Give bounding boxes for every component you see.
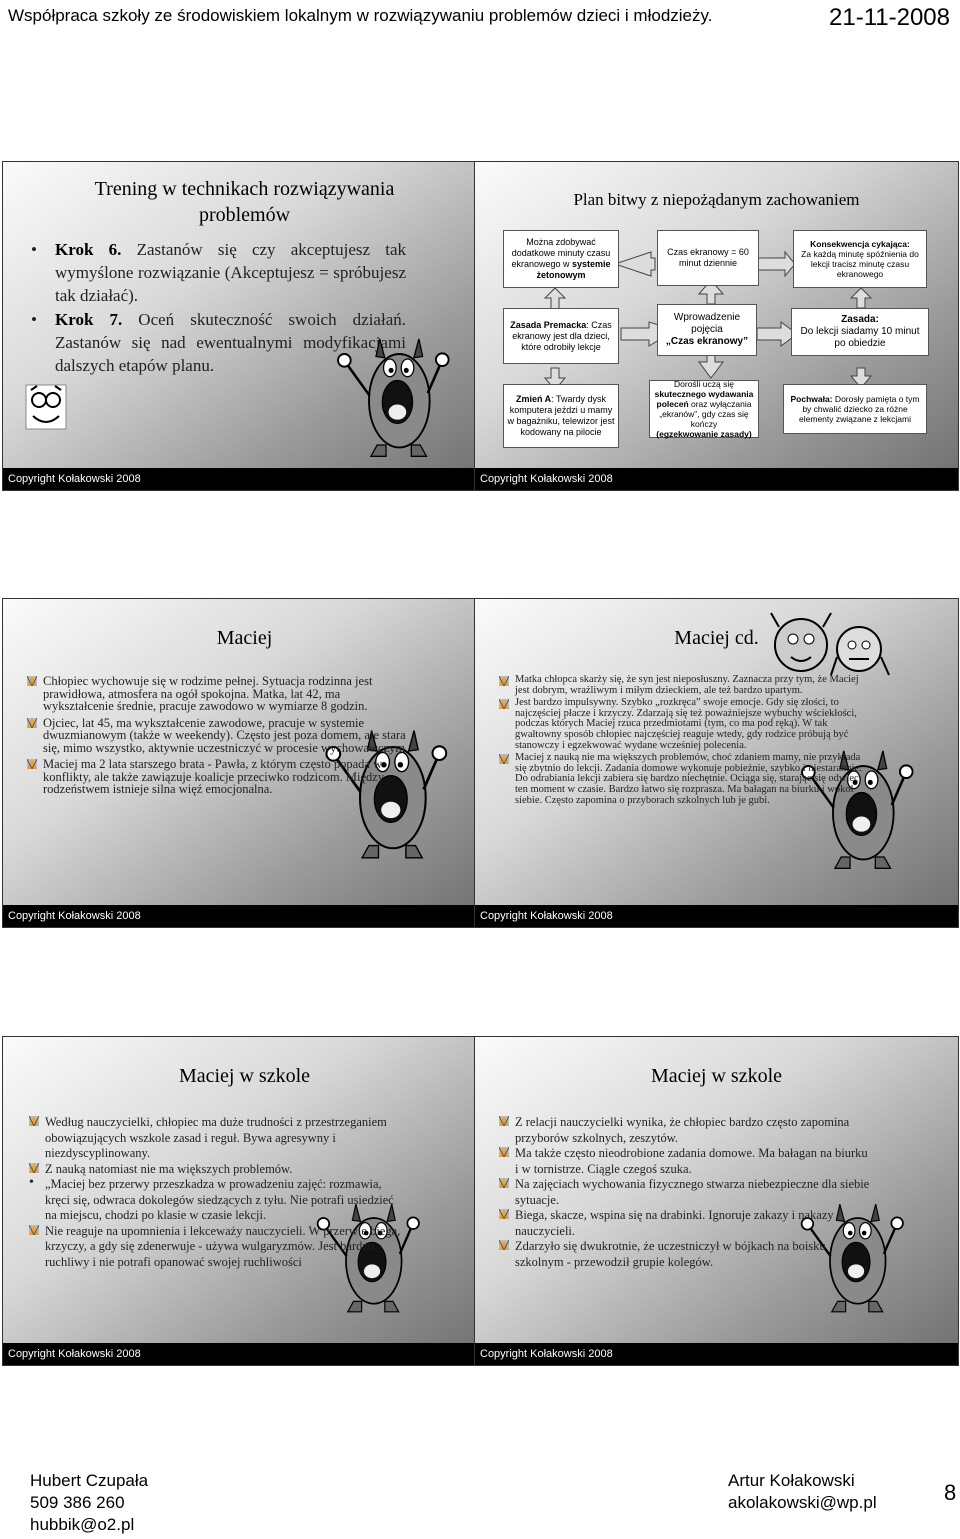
- box-commands-bold: skutecznego wydawania poleceń: [654, 389, 754, 409]
- box-token-system: [503, 230, 619, 288]
- box-consequence-text: Za każdą minutę spóźnienia do lekcji tracisz minutę czasu ekranowego: [801, 249, 919, 279]
- step-6: [31, 238, 406, 307]
- list-item: [499, 1146, 871, 1177]
- list-item-text: Nie reaguje na upomnienia i lekceważy nauczycieli. W przerwie biega, krzyczy, a gdy się zdenerwuje - używa wulgaryzmów. Jest bardzo ruchliwy i nie potrafi opanować swojej ruchliwości: [45, 1223, 401, 1269]
- list-item-text: Matka chłopca skarży się, że syn jest nieposłuszny. Zaznacza przy tym, że Maciej jest dobrym, wrażliwym i miłym dzieckiem, ale też bardzo upartym.: [515, 674, 859, 696]
- bullet-icon: [29, 1163, 39, 1173]
- bullet-icon: [499, 1240, 509, 1250]
- slide-maciej-school-2: [474, 1036, 959, 1366]
- step-7-text: Oceń skuteczność swoich działań. Zastanów się nad ewentualnymi modyfikacjami dalszych etapów planu.: [55, 310, 406, 375]
- box-rule-after-dinner: [791, 308, 929, 356]
- bullet-icon: [27, 718, 37, 728]
- list-item: [499, 1115, 871, 1146]
- slide-title: Maciej w szkole: [650, 1065, 783, 1087]
- list-item-text: Biega, skacze, wspina się na drabinki. Ignoruje zakazy i nakazy nauczycieli.: [515, 1208, 834, 1238]
- slide-battle-plan: [474, 161, 959, 491]
- box-concept-bold: „Czas ekranowy”: [665, 336, 749, 347]
- slide-title: Plan bitwy z niepożądanym zachowaniem: [573, 190, 860, 209]
- box-effective-commands: [649, 380, 759, 438]
- author-left-name: Hubert Czupała: [30, 1471, 149, 1490]
- document-header-date: 21-11-2008: [829, 4, 950, 31]
- box-commands-text2: oraz wyłączania „ekranów”, gdy czas się kończy: [659, 399, 752, 429]
- box-screen-time-limit: [657, 230, 759, 286]
- step-6-head: Krok 6.: [55, 240, 122, 259]
- slide-copyright: Copyright Kołakowski 2008: [3, 468, 486, 490]
- step-6-text: Zastanów się czy akceptujesz tak wymyślone rozwiązanie (Akceptujesz = spróbujesz tak działać).: [55, 240, 407, 305]
- box-concept-text: Wprowadzenie pojęcia: [673, 312, 741, 335]
- box-praise-text: Dorosły pamięta o tym by chwalić dziecko za różne elementy związane z lekcjami: [799, 394, 920, 424]
- list-item-text: Ma także często nieodrobione zadania domowe. Ma bałagan na biurku i w tornistrze. Ciągle czegoś szuka.: [515, 1146, 868, 1176]
- box-premack-text: : Czas ekranowy jest dla dzieci, które odrobiły lekcje: [512, 319, 612, 352]
- bullet-icon: [27, 759, 37, 769]
- bullet-icon: [499, 1147, 509, 1157]
- box-token-text: Można zdobywać dodatkowe minuty czasu ekranowego w: [511, 237, 611, 269]
- slide-copyright: Copyright Kołakowski 2008: [3, 905, 486, 927]
- bullet-dot: •: [29, 1175, 34, 1190]
- cartoon-logo-image: [25, 384, 67, 430]
- bullet-icon: [29, 1116, 39, 1126]
- bullet-icon: [499, 676, 509, 686]
- slide-title: Maciej: [216, 627, 273, 649]
- list-item-text: „Maciej bez przerwy przeszkadza w prowadzeniu zajęć: rozmawia, kręci się, odwraca dokolegów siedzących z tyłu. Nie potrafi usiedzieć na miejscu, chodzi po klasie w czasie lekcji.: [45, 1177, 394, 1222]
- bullet-icon: [499, 699, 509, 709]
- list-item-text: Maciej ma 2 lata starszego brata - Pawła, z którym często popada w konflikty, ale także zawiązuje koalicje przeciwko rodzicom. Między rodzeństwem istnieje silna więź emocjonalna.: [43, 757, 385, 796]
- author-right-name: Artur Kołakowski: [728, 1471, 855, 1490]
- list-item-text: Maciej z nauką nie ma większych problemów, choć zdaniem mamy, nie przykłada się zbytnio do lekcji. Zadania domowe wykonuje pobieżnie, szybko i niestarannie. Do odrabiania lekcji zabiera się bardzo niechętnie. Ociąga się, starając się odwlec ten moment w czasie. Bardzo łatwo się rozprasza. Ma bałagan na biurku i wokół siebie. Często zapomina o przyborach szkolnych lub je gubi.: [515, 752, 862, 806]
- list-item-text: Według nauczycielki, chłopiec ma duże trudności z przestrzeganiem obowiązujących wszkole zasad i reguł. Bywa agresywny i niezdyscyplinowany.: [45, 1115, 387, 1160]
- list-item: [29, 1224, 403, 1271]
- slide-copyright: Copyright Kołakowski 2008: [3, 1343, 486, 1365]
- box-praise-bold: Pochwała:: [790, 394, 833, 404]
- box-ticking-consequence: [793, 230, 927, 288]
- box-premack-rule: [503, 308, 619, 364]
- author-left: [30, 1470, 148, 1536]
- slide-copyright: Copyright Kołakowski 2008: [475, 905, 958, 927]
- step-7-head: Krok 7.: [55, 310, 123, 329]
- box-change-antecedent: [503, 384, 619, 448]
- bullet-icon: [27, 676, 37, 686]
- list-item: [27, 675, 412, 713]
- slide-title: [3, 176, 486, 228]
- box-token-bold: systemie żetonowym: [536, 259, 611, 280]
- list-item: [499, 753, 871, 806]
- slide-title: Maciej w szkole: [178, 1065, 311, 1087]
- list-item-text: Chłopiec wychowuje się w rodzime pełnej. Sytuacja rodzinna jest prawidłowa, atmosfera na ogół spokojna. Matka, lat 42, ma wykształcenie średnie, pracuje zawodowo w wymiarze 8 godzin.: [43, 674, 373, 713]
- devil-mascot-image: [333, 337, 453, 467]
- box-consequence-bold: Konsekwencja cykająca:: [810, 239, 910, 249]
- box-screen-time-text: Czas ekranowy = 60 minut dziennie: [667, 247, 749, 268]
- behavior-info-list: [499, 675, 871, 806]
- bullet-icon: [499, 1178, 509, 1188]
- school-behavior-list: [29, 1115, 403, 1270]
- list-item: [27, 717, 412, 755]
- bullet-icon: [29, 1225, 39, 1235]
- document-header-title: Współpraca szkoły ze środowiskiem lokalnym w rozwiązywaniu problemów dzieci i młodzieży.: [8, 6, 713, 25]
- list-item-text: Na zajęciach wychowania fizycznego stwarza niebezpieczne dla siebie sytuacje.: [515, 1177, 870, 1207]
- slide-copyright: Copyright Kołakowski 2008: [475, 468, 958, 490]
- list-item: [27, 758, 412, 796]
- list-item-text: Z relacji nauczycielki wynika, że chłopiec bardzo często zapomina przyborów szkolnych, zeszytów.: [515, 1115, 850, 1145]
- bullet-icon: [499, 1116, 509, 1126]
- slide-title: Maciej cd.: [674, 627, 759, 649]
- list-item: [29, 1162, 403, 1178]
- page-number: 8: [944, 1480, 957, 1505]
- family-info-list: [27, 675, 412, 796]
- list-item-text: Jest bardzo impulsywny. Szybko „rozkręca” swoje emocje. Gdy się złości, to najczęściej płacze i krzyczy. Zdarzają się też poważniejsze wybuchy wściekłości, podczas których Maciej rzuca przedmiotami (tym, co ma pod ręką). W tak gwałtowny sposób chłopiec najczęściej reaguje wtedy, gdy rodzice próbują być stanowczy i egzekwować wydane wcześniej polecenia.: [515, 697, 857, 751]
- list-item: [499, 1208, 871, 1239]
- box-rule-text: Do lekcji siadamy 10 minut po obiedzie: [800, 326, 920, 349]
- list-item: [29, 1115, 403, 1162]
- slide-maciej-cont: [474, 598, 959, 928]
- box-change-text: : Twardy dysk komputera jeździ u mamy w bagażniku, telewizor jest kodowany na pilocie: [507, 394, 615, 437]
- cartoon-faces-image: [763, 605, 893, 681]
- list-item-text: Z nauką natomiast nie ma większych problemów.: [45, 1161, 293, 1176]
- list-item-text: Zdarzyło się dwukrotnie, że uczestniczył w bójkach na boisku szkolnym - przewodził grupie kolegów.: [515, 1239, 826, 1269]
- list-item: [499, 675, 871, 696]
- box-rule-bold: Zasada:: [841, 314, 879, 325]
- list-item-text: Ojciec, lat 45, ma wykształcenie zawodowe, pracuje w systemie dwuzmianowym (także w weekendy). Często jest poza domem, ale stara się, mimo wszystko, aktywnie uczestniczyć w procesie wychowawczym.: [43, 715, 409, 755]
- box-praise: [783, 384, 927, 434]
- slide-maciej-school: [2, 1036, 487, 1366]
- author-right-email: akolakowski@wp.pl: [728, 1493, 877, 1512]
- slide-maciej: [2, 598, 487, 928]
- box-commands-enforce: (egzekwowanie zasady): [656, 429, 752, 439]
- list-item: [29, 1177, 403, 1224]
- box-screen-time-concept: [657, 304, 757, 356]
- author-right: [728, 1470, 877, 1514]
- author-left-phone: 509 386 260: [30, 1493, 125, 1512]
- slide-title-line1: Trening w technikach rozwiązywania: [94, 178, 395, 200]
- list-item: [499, 1239, 871, 1270]
- box-commands-text1: Dorośli uczą się: [674, 379, 734, 389]
- list-item: [499, 698, 871, 751]
- slide-copyright: Copyright Kołakowski 2008: [475, 1343, 958, 1365]
- bullet-icon: [499, 754, 509, 764]
- bullet-icon: [499, 1209, 509, 1219]
- slide-title-line2: problemów: [198, 204, 291, 226]
- slide-training-steps: [2, 161, 487, 491]
- box-premack-bold: Zasada Premacka: [510, 319, 587, 330]
- box-change-bold: Zmień A: [515, 394, 552, 404]
- list-item: [499, 1177, 871, 1208]
- school-observations-list: [499, 1115, 871, 1270]
- author-left-email: hubbik@o2.pl: [30, 1515, 135, 1534]
